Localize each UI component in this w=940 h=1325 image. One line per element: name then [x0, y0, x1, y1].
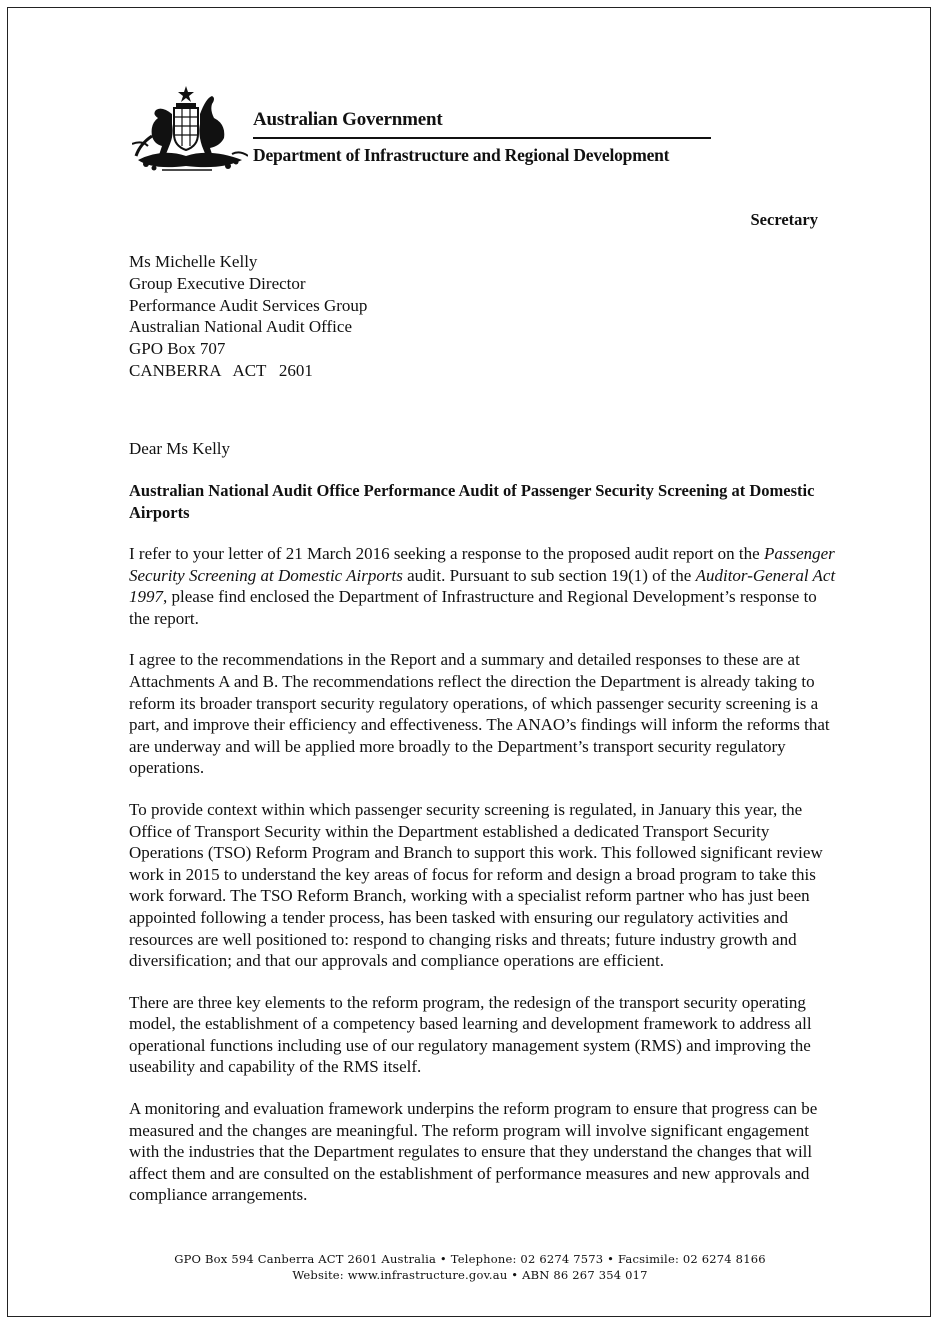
act-title-italic: Auditor-General Act 1997: [129, 565, 836, 607]
letter-subject: Australian National Audit Office Performance Audit of Passenger Security Screening at Domestic Airports: [129, 481, 815, 522]
address-line: Performance Audit Services Group: [129, 295, 368, 315]
address-line: Group Executive Director: [129, 273, 306, 293]
footer-contact-line: GPO Box 594 Canberra ACT 2601 Australia • Telephone: 02 6274 7573 • Facsimile: 02 6274 8166: [174, 1252, 766, 1266]
recipient-address: [129, 251, 367, 382]
address-line: Australian National Audit Office: [129, 317, 352, 337]
org-name: Australian Government: [253, 109, 443, 130]
address-line: GPO Box 707: [129, 339, 226, 359]
paragraph-text: , please find enclosed the Department of Infrastructure and Regional Development’s response to the report.: [129, 587, 817, 628]
paragraph-text: audit. Pursuant to sub section 19(1) of the: [402, 565, 696, 585]
paragraph-3: To provide context within which passenger security screening is regulated, in January this year, the Office of Transport Security within the Department established a dedicated Transport Security Operations (TSO) Reform Program and Branch to support this work. This followed significant review work in 2015 to understand the key areas of focus for reform and design a broad program to take this work forward. The TSO Reform Branch, working with a specialist reform partner who has just been appointed following a tender process, has been tasked with ensuring our regulatory activities and resources are well positioned to: respond to changing risks and threats; future industry growth and diversification; and that our approvals and compliance operations are efficient.: [129, 799, 823, 971]
paragraph-text: I refer to your letter of 21 March 2016 seeking a response to the proposed audit report on the: [129, 544, 764, 563]
paragraph-1: [129, 543, 841, 629]
address-line: CANBERRA ACT 2601: [129, 360, 313, 380]
letter-body: [129, 543, 841, 1226]
department-name: Department of Infrastructure and Regional Development: [253, 145, 670, 165]
header-divider: [253, 137, 711, 139]
letter-page: [7, 7, 931, 1317]
paragraph-5: A monitoring and evaluation framework underpins the reform program to ensure that progress can be measured and the changes are meaningful. The reform program will involve significant engagement with the industries that the Department regulates to ensure that they understand the changes that will affect them and are consulted on the establishment of performance measures and new approvals and compliance arrangements.: [129, 1099, 818, 1205]
salutation: Dear Ms Kelly: [129, 439, 231, 458]
letter-footer: [8, 1251, 932, 1283]
address-line: Ms Michelle Kelly: [129, 252, 258, 271]
report-title-italic: Passenger Security Screening at Domestic Airports: [129, 544, 835, 585]
paragraph-4: There are three key elements to the reform program, the redesign of the transport security operating model, the establishment of a competency based learning and development framework to address all operational functions including use of our regulatory management system (RMS) and improving the useability and capability of the RMS itself.: [129, 992, 812, 1077]
coat-of-arms-icon: [132, 84, 248, 176]
footer-web-line: Website: www.infrastructure.gov.au • ABN 86 267 354 017: [292, 1268, 648, 1282]
sender-title: Secretary: [750, 210, 818, 229]
paragraph-2: I agree to the recommendations in the Report and a summary and detailed responses to these are at Attachments A and B. The recommendations reflect the direction the Department is already taking to reform its broader transport security regulatory operations, of which passenger security screening is a part, and improve their efficiency and effectiveness. The ANAO’s findings will inform the reforms that are underway and will be applied more broadly to the Department’s transport security regulatory operations.: [129, 650, 830, 778]
